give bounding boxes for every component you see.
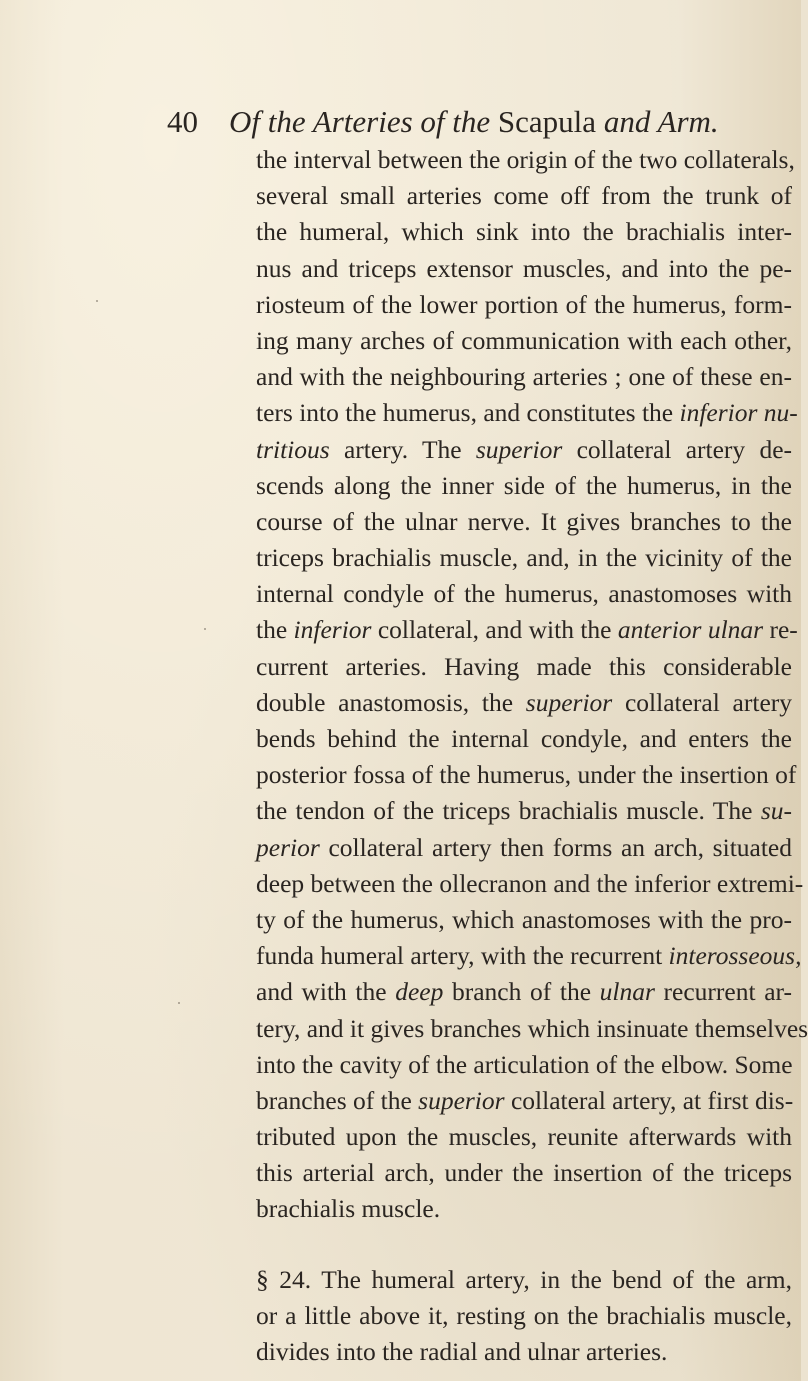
text-line bbox=[256, 1083, 792, 1119]
text-segment: deep between the ollecranon and the inferior extremi- bbox=[256, 868, 804, 898]
text-line bbox=[256, 938, 802, 974]
paper-speck bbox=[204, 628, 206, 630]
text-segment: collateral, and with the bbox=[371, 615, 618, 645]
text-segment: recurrent ar- bbox=[654, 977, 792, 1007]
text-segment: ters into the humerus, and constitutes the bbox=[256, 398, 680, 428]
text-segment: scends along the inner side of the humerus, in the bbox=[256, 470, 792, 500]
text-line bbox=[256, 576, 792, 612]
text-line bbox=[256, 395, 798, 431]
text-line bbox=[256, 251, 792, 287]
text-segment: and with the neighbouring arteries ; one of these en- bbox=[256, 362, 792, 392]
text-segment: the humeral, which sink into the brachialis inter- bbox=[256, 217, 792, 247]
text-segment: collateral artery de- bbox=[562, 434, 792, 464]
text-line bbox=[256, 178, 792, 214]
text-segment: re- bbox=[763, 615, 798, 645]
text-segment: current arteries. Having made this considerable bbox=[256, 651, 792, 681]
text-segment: collateral artery bbox=[612, 687, 793, 717]
text-line bbox=[256, 830, 792, 866]
text-line bbox=[256, 214, 792, 250]
paragraph-1 bbox=[256, 142, 808, 1228]
text-line bbox=[256, 757, 797, 793]
paper-speck bbox=[178, 1002, 180, 1004]
text-line bbox=[256, 1011, 808, 1047]
text-segment: internal condyle of the humerus, anastomoses with bbox=[256, 579, 792, 609]
text-segment: and with the bbox=[256, 977, 396, 1007]
paper-speck bbox=[96, 300, 98, 302]
text-line bbox=[256, 902, 792, 938]
text-segment: or a little above it, resting on the brachialis muscle, bbox=[256, 1300, 792, 1330]
text-line bbox=[256, 468, 792, 504]
text-segment: riosteum of the lower portion of the humerus, form- bbox=[256, 289, 792, 319]
text-segment: brachialis muscle. bbox=[256, 1194, 441, 1224]
italic-text: inferior bbox=[293, 615, 372, 645]
text-segment: nus and triceps extensor muscles, and into the pe- bbox=[256, 253, 792, 283]
text-segment: branch of the bbox=[443, 977, 600, 1007]
text-line bbox=[256, 1262, 792, 1298]
text-line bbox=[256, 1334, 792, 1370]
running-title-part3: and Arm. bbox=[596, 104, 719, 139]
text-segment: several small arteries come off from the trunk of bbox=[256, 181, 792, 211]
text-segment: collateral artery then forms an arch, situated bbox=[319, 832, 792, 862]
italic-text: superior bbox=[525, 687, 613, 717]
text-segment: course of the ulnar nerve. It gives branches to the bbox=[256, 506, 792, 536]
text-segment: tery, and it gives branches which insinuate themselves bbox=[256, 1013, 808, 1043]
text-segment: the interval between the origin of the two collaterals, bbox=[256, 145, 795, 174]
italic-text: deep bbox=[395, 977, 444, 1007]
text-line bbox=[256, 432, 792, 468]
text-segment: the tendon of the triceps brachialis muscle. The bbox=[256, 796, 761, 826]
running-head bbox=[167, 102, 787, 142]
text-segment: ing many arches of communication with each other, bbox=[256, 325, 792, 355]
text-line bbox=[256, 721, 792, 757]
paragraph-2 bbox=[256, 1262, 792, 1371]
text-line bbox=[256, 974, 792, 1010]
text-segment: divides into the radial and ulnar arteries. bbox=[256, 1337, 668, 1366]
italic-text: su- bbox=[760, 796, 792, 826]
text-line bbox=[256, 1155, 792, 1191]
page-number: 40 bbox=[167, 104, 198, 139]
text-line bbox=[256, 142, 795, 178]
text-segment: the bbox=[256, 615, 294, 645]
text-segment: posterior fossa of the humerus, under the insertion of bbox=[256, 760, 797, 790]
text-segment: artery. The bbox=[329, 434, 476, 464]
italic-text: superior bbox=[475, 434, 563, 464]
text-line bbox=[256, 866, 804, 902]
text-line bbox=[256, 323, 792, 359]
paper-speck bbox=[262, 1212, 264, 1214]
text-segment: collateral artery, at first dis- bbox=[504, 1085, 794, 1115]
text-line bbox=[256, 287, 792, 323]
running-title-part1: Of the Arteries of the bbox=[229, 104, 498, 139]
text-line bbox=[256, 359, 792, 395]
text-segment: into the cavity of the articulation of the elbow. Some bbox=[256, 1049, 793, 1079]
running-title-part2: Scapula bbox=[497, 104, 597, 139]
text-line bbox=[256, 540, 792, 576]
text-segment: this arterial arch, under the insertion of the triceps bbox=[256, 1158, 792, 1188]
text-line bbox=[256, 1047, 792, 1083]
italic-text: anterior ulnar bbox=[617, 615, 764, 645]
text-line bbox=[256, 612, 798, 648]
text-line bbox=[256, 685, 792, 721]
text-segment: triceps brachialis muscle, and, in the vicinity of the bbox=[256, 543, 792, 573]
italic-text: tritious bbox=[256, 434, 330, 464]
running-title bbox=[229, 104, 719, 139]
text-line bbox=[256, 793, 792, 829]
text-line bbox=[256, 1191, 792, 1227]
text-segment: double anastomosis, the bbox=[256, 687, 526, 717]
text-line bbox=[256, 1119, 792, 1155]
text-segment: ty of the humerus, which anastomoses with the pro- bbox=[256, 904, 792, 934]
italic-text: interosseous, bbox=[668, 941, 802, 971]
italic-text: ulnar bbox=[599, 977, 655, 1007]
text-segment: § 24. The humeral artery, in the bend of the arm, bbox=[256, 1264, 792, 1294]
text-line bbox=[256, 649, 792, 685]
text-segment: branches of the bbox=[256, 1085, 419, 1115]
paragraph-gap bbox=[256, 1228, 792, 1262]
italic-text: superior bbox=[418, 1085, 505, 1115]
text-segment: bends behind the internal condyle, and enters the bbox=[256, 724, 792, 753]
text-line bbox=[256, 1298, 792, 1334]
text-segment: tributed upon the muscles, reunite afterwards with bbox=[256, 1122, 792, 1152]
text-line bbox=[256, 504, 792, 540]
body-text bbox=[256, 142, 808, 1370]
text-segment: funda humeral artery, with the recurrent bbox=[256, 941, 669, 971]
italic-text: inferior nu- bbox=[679, 398, 798, 428]
italic-text: perior bbox=[256, 832, 320, 862]
